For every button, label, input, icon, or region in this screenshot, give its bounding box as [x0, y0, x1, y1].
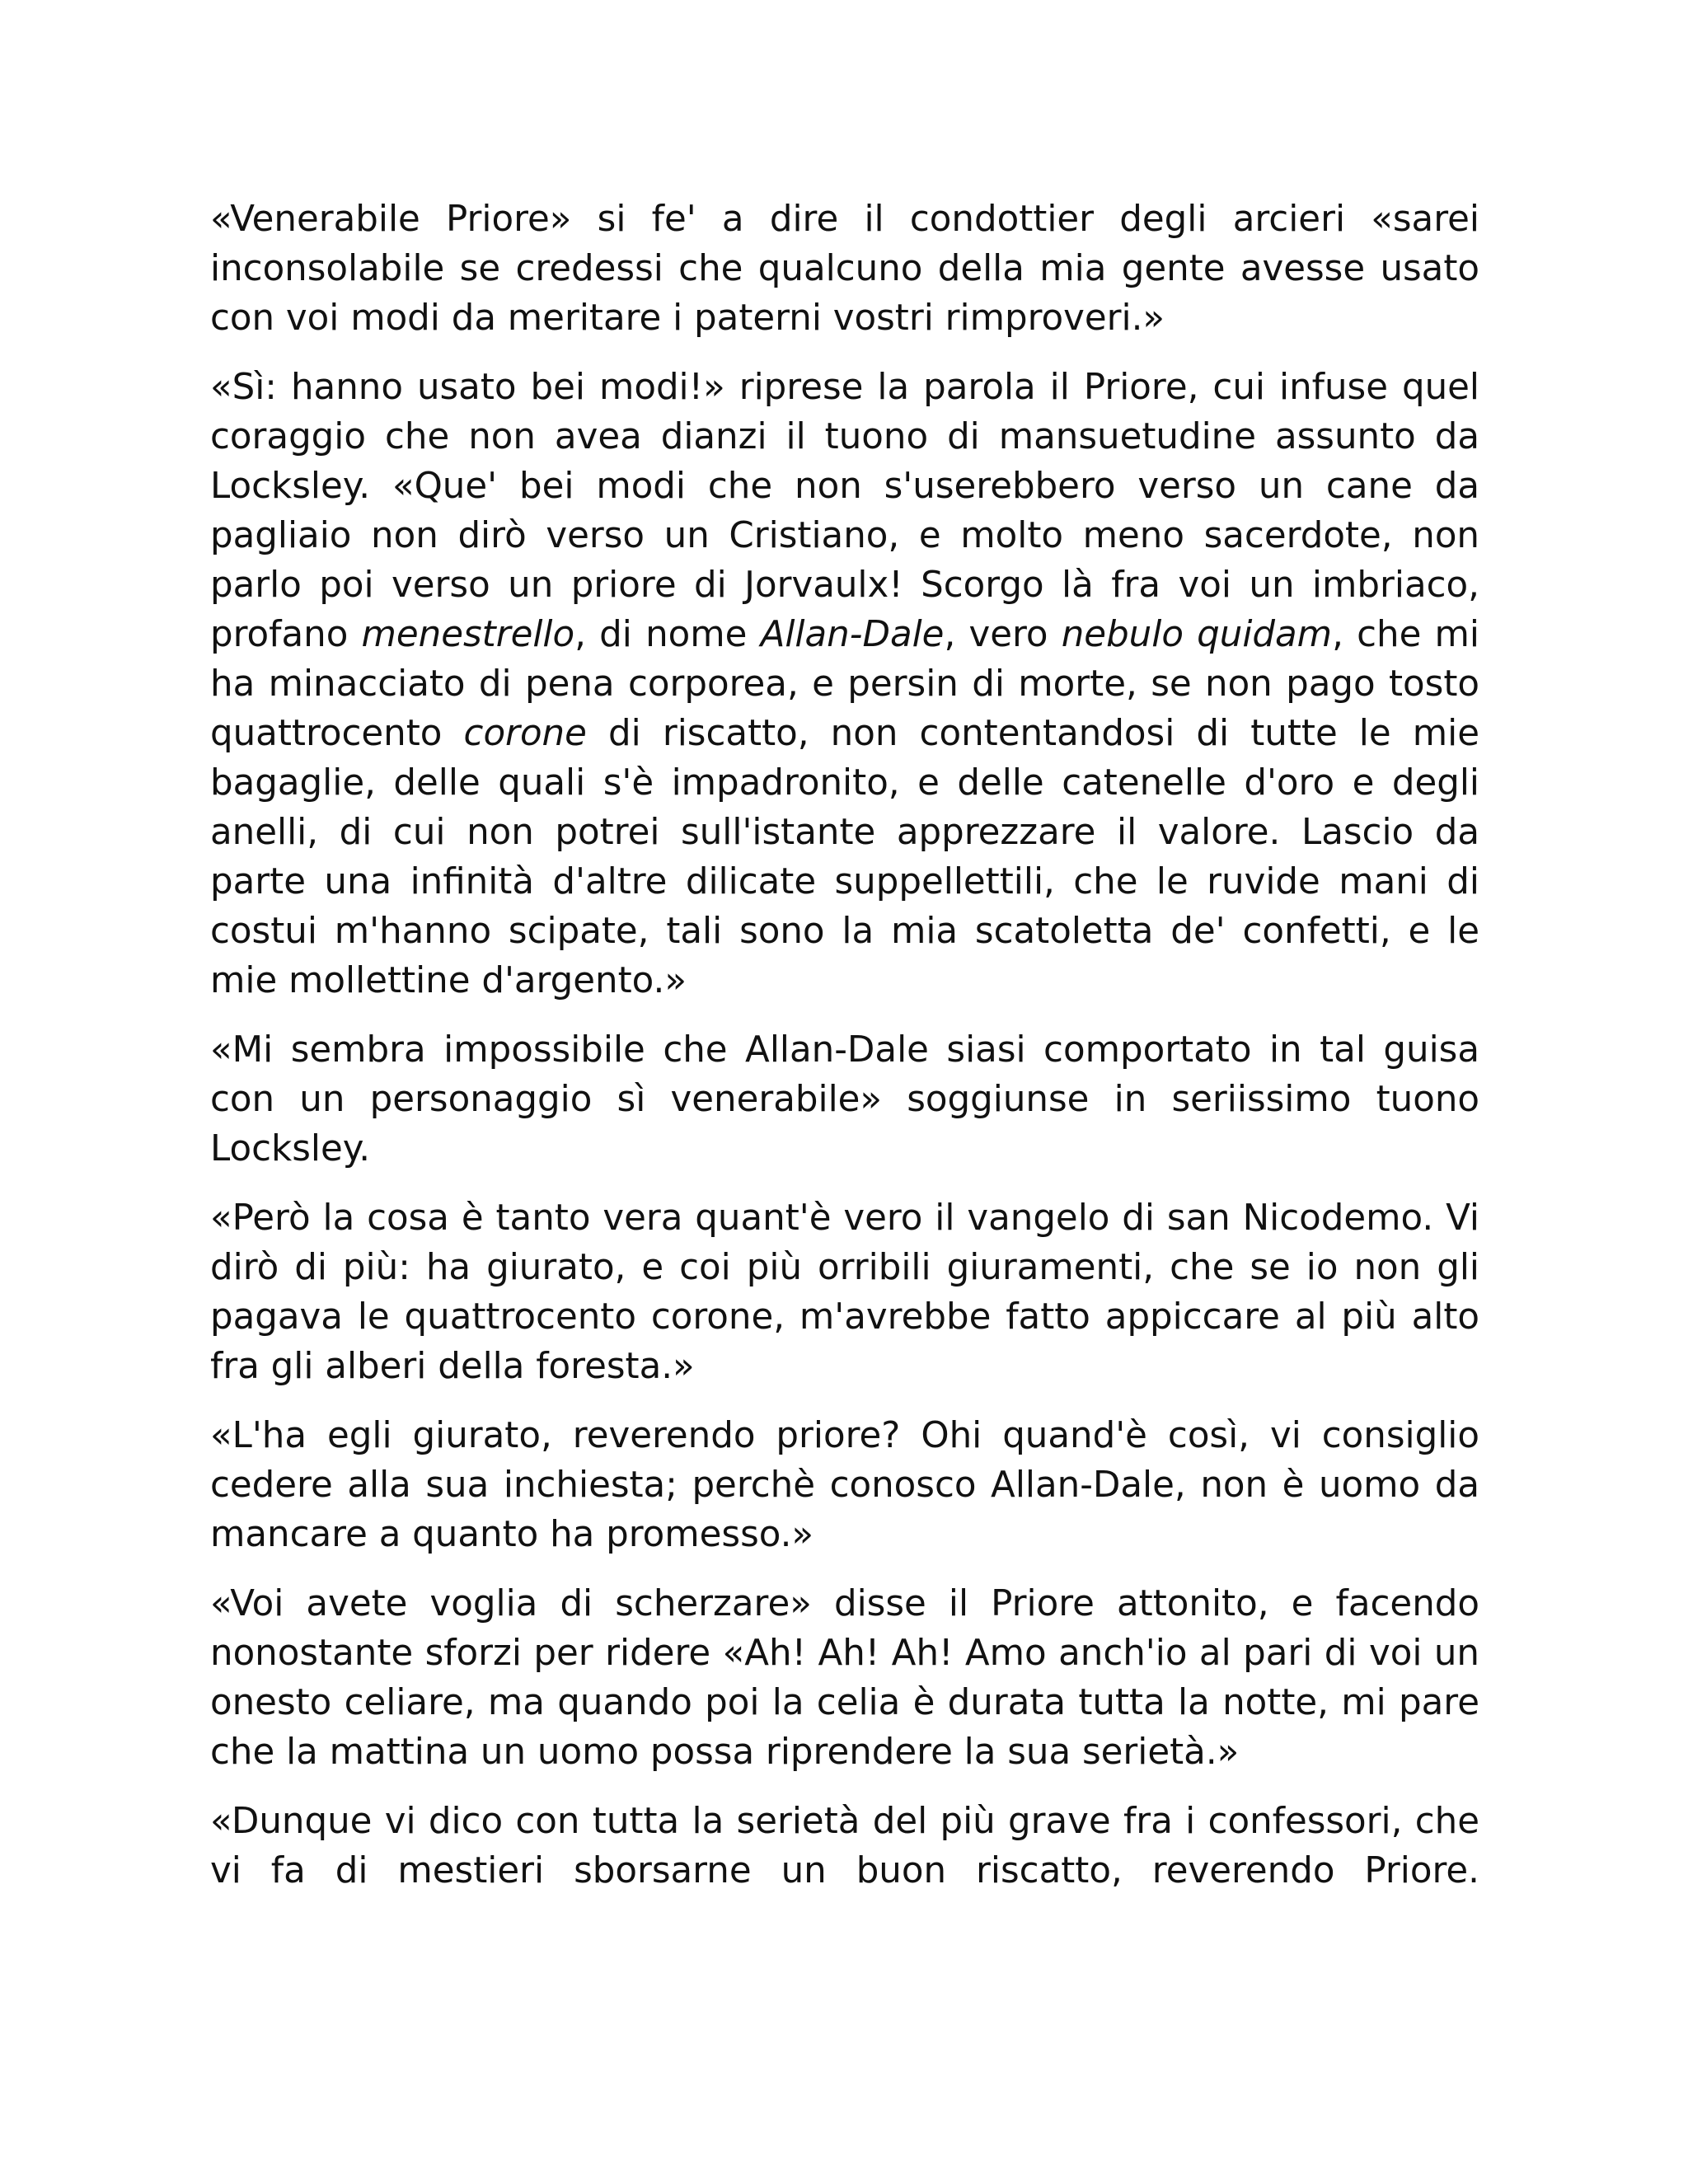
- paragraph-3: [210, 1025, 1479, 1174]
- paragraph-5: [210, 1411, 1479, 1559]
- paragraph-2-italic-allan-dale: Allan-Dale: [760, 614, 945, 655]
- paragraph-2-text-1: «Sì: hanno usato bei modi!» riprese la parola il Priore, cui infuse quel coraggio che non avea dianzi il tuono di mansuetudine assunto da Locksley. «Que' bei modi che non s'userebbero verso un cane da pagliaio non dirò verso un Cristiano, e molto meno sacerdote, non parlo poi verso un priore di Jorvaulx! Scorgo là fra voi un imbriaco, profano: [210, 367, 1479, 655]
- paragraph-2-italic-nebulo-quidam: nebulo quidam: [1061, 614, 1333, 655]
- paragraph-2-italic-menestrello: menestrello: [361, 614, 575, 655]
- paragraph-1-text: «Venerabile Priore» si fe' a dire il condottier degli arcieri «sarei inconsolabile se credessi che qualcuno della mia gente avesse usato con voi modi da meritare i paterni vostri rimproveri.»: [210, 199, 1479, 339]
- paragraph-2-text-4: , che mi ha minacciato di pena corporea, e persin di morte, se non pago tosto quattrocento: [210, 614, 1479, 754]
- paragraph-7: [210, 1797, 1479, 1896]
- paragraph-4: [210, 1193, 1479, 1391]
- paragraph-3-text: «Mi sembra impossibile che Allan-Dale siasi comportato in tal guisa con un personaggio sì venerabile» soggiunse in seriissimo tuono Locksley.: [210, 1029, 1479, 1169]
- paragraph-2-italic-corone: corone: [463, 713, 587, 754]
- document-page: [210, 194, 1479, 1915]
- paragraph-4-text: «Però la cosa è tanto vera quant'è vero il vangelo di san Nicodemo. Vi dirò di più: ha giurato, e coi più orribili giuramenti, che se io non gli pagava le quattrocento corone, m'avrebbe fatto appiccare al più alto fra gli alberi della foresta.»: [210, 1197, 1479, 1387]
- paragraph-5-text: «L'ha egli giurato, reverendo priore? Ohi quand'è così, vi consiglio cedere alla sua inchiesta; perchè conosco Allan-Dale, non è uomo da mancare a quanto ha promesso.»: [210, 1415, 1479, 1555]
- paragraph-6-text: «Voi avete voglia di scherzare» disse il Priore attonito, e facendo nonostante sforzi per ridere «Ah! Ah! Ah! Amo anch'io al pari di voi un onesto celiare, ma quando poi la celia è durata tutta la notte, mi pare che la mattina un uomo possa riprendere la sua serietà.»: [210, 1583, 1479, 1773]
- paragraph-2-text-5: di riscatto, non contentandosi di tutte le mie bagaglie, delle quali s'è impadronito, e delle catenelle d'oro e degli anelli, di cui non potrei sull'istante apprezzare il valore. Lascio da parte una infinità d'altre dilicate suppellettili, che le ruvide mani di costui m'hanno scipate, tali sono la mia scatoletta de' confetti, e le mie mollettine d'argento.»: [210, 713, 1479, 1001]
- paragraph-1: [210, 194, 1479, 343]
- paragraph-2-text-2: , di nome: [574, 614, 761, 655]
- paragraph-2-text-3: , vero: [944, 614, 1062, 655]
- paragraph-7-text: «Dunque vi dico con tutta la serietà del più grave fra i confessori, che vi fa di mestieri sborsarne un buon riscatto, reverendo Priore.: [210, 1801, 1479, 1891]
- paragraph-6: [210, 1579, 1479, 1777]
- paragraph-2: [210, 363, 1479, 1005]
